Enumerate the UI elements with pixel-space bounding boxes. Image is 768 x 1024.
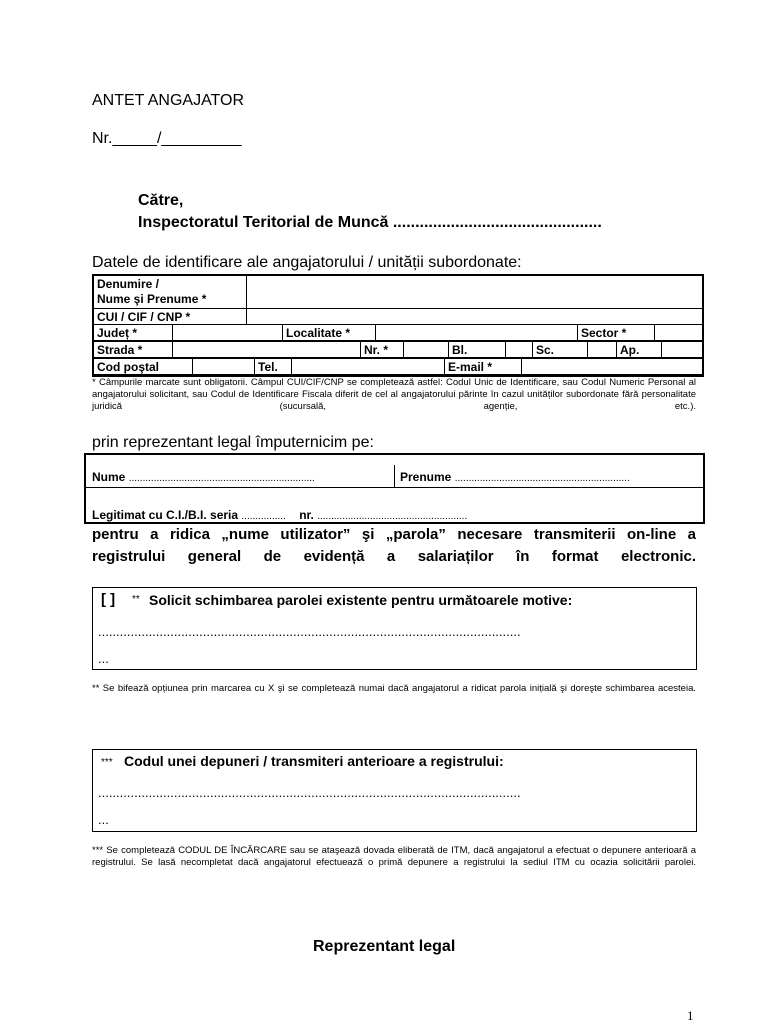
prior-submission-code-line2[interactable]: ... — [98, 812, 109, 827]
recipient-salutation: Către, — [138, 192, 184, 209]
denumire-label: Denumire / Nume şi Prenume * — [94, 276, 247, 309]
representative-divider — [84, 487, 705, 488]
legitimat-nr-field[interactable]: ...................................................... — [317, 511, 468, 522]
cod-postal-label: Cod poştal — [94, 359, 193, 375]
password-change-checkbox[interactable]: [ ] — [101, 591, 116, 608]
page-number: 1 — [687, 1008, 694, 1023]
sc-field[interactable] — [588, 342, 617, 358]
cod-postal-field[interactable] — [193, 359, 255, 375]
prior-submission-note: *** Se completează CODUL DE ÎNCĂRCARE sau se ataşează dovada eliberată de ITM, dacă angajatorul a efectuat o depunere anterioară a registrului. Se lasă necompletat dacă angajatorul efectuează o primă depunere a registrului la sediul ITM cu ocazia solicitării parolei. — [92, 845, 696, 868]
email-field[interactable] — [522, 359, 703, 375]
sector-field[interactable] — [655, 325, 703, 341]
tel-label: Tel. — [255, 359, 292, 375]
judet-field[interactable] — [173, 325, 283, 341]
judet-label: Județ * — [94, 325, 173, 341]
password-change-reason-line1[interactable]: ..................................................................................................................... — [98, 624, 521, 639]
nr-field[interactable] — [404, 342, 449, 358]
representative-heading: prin reprezentant legal împuternicim pe: — [92, 434, 374, 451]
employer-heading: Datele de identificare ale angajatorului / unității subordonate: — [92, 254, 522, 271]
nr-label: Nr. * — [361, 342, 404, 358]
prior-submission-marker: *** — [101, 757, 113, 768]
nume-row — [92, 470, 315, 485]
prior-submission-code-line1[interactable]: ..................................................................................................................... — [98, 785, 521, 800]
purpose-text: pentru a ridica „nume utilizator” şi „parola” necesare transmiterii on-line a registrului general de evidență a salariaților în format electronic. — [92, 526, 696, 565]
password-change-label: Solicit schimbarea parolei existente pentru următoarele motive: — [149, 592, 573, 608]
tel-field[interactable] — [292, 359, 445, 375]
representative-col-divider — [394, 465, 395, 487]
denumire-field[interactable] — [247, 276, 703, 309]
signature-label: Reprezentant legal — [313, 938, 456, 955]
password-change-reason-line2[interactable]: ... — [98, 651, 109, 666]
nume-field[interactable]: ................................................................... — [128, 473, 315, 484]
localitate-field[interactable] — [376, 325, 578, 341]
password-change-marker: ** — [132, 594, 140, 605]
cui-field[interactable] — [247, 309, 703, 325]
prenume-field[interactable]: ............................................................... — [454, 473, 630, 484]
registration-number: Nr._____/_________ — [92, 130, 242, 147]
employer-address-table — [93, 324, 703, 341]
prenume-label: Prenume — [400, 470, 452, 484]
seria-field[interactable]: ................ — [241, 511, 286, 522]
bl-field[interactable] — [506, 342, 533, 358]
prenume-row — [400, 470, 630, 485]
strada-field[interactable] — [173, 342, 361, 358]
prior-submission-label: Codul unei depuneri / transmiteri anterioare a registrului: — [124, 753, 504, 769]
localitate-label: Localitate * — [283, 325, 376, 341]
bl-label: Bl. — [449, 342, 506, 358]
legitimat-nr-label: nr. — [299, 508, 314, 522]
nume-label: Nume — [92, 470, 126, 484]
recipient-itm: Inspectoratul Teritorial de Muncă ............................................... — [138, 214, 602, 231]
employer-contact-table — [93, 358, 703, 375]
ap-label: Ap. — [617, 342, 662, 358]
cui-label: CUI / CIF / CNP * — [94, 309, 247, 325]
strada-label: Strada * — [94, 342, 173, 358]
employer-table — [93, 275, 703, 325]
sc-label: Sc. — [533, 342, 588, 358]
sector-label: Sector * — [578, 325, 655, 341]
legitimat-label: Legitimat cu C.I./B.I. seria — [92, 508, 239, 522]
legitimat-row — [92, 508, 467, 523]
employer-note: * Câmpurile marcate sunt obligatorii. Câmpul CUI/CIF/CNP se completează astfel: Codul Unic de Identificare, sau Codul Numeric Personal al angajatorului solicitant, sau Codul de Identificare Fiscala diferit de cel al angajatorului părinte în cazul unităților subordonate fără personalitate juridică (sucursală, agenție, etc.). — [92, 377, 696, 412]
employer-street-table — [93, 341, 703, 358]
antet-angajator: ANTET ANGAJATOR — [92, 92, 245, 109]
email-label: E-mail * — [445, 359, 522, 375]
ap-field[interactable] — [662, 342, 703, 358]
password-change-note: ** Se bifează opțiunea prin marcarea cu X şi se completează numai dacă angajatorul a ridicat parola inițială şi doreşte schimbarea acesteia. — [92, 683, 696, 694]
